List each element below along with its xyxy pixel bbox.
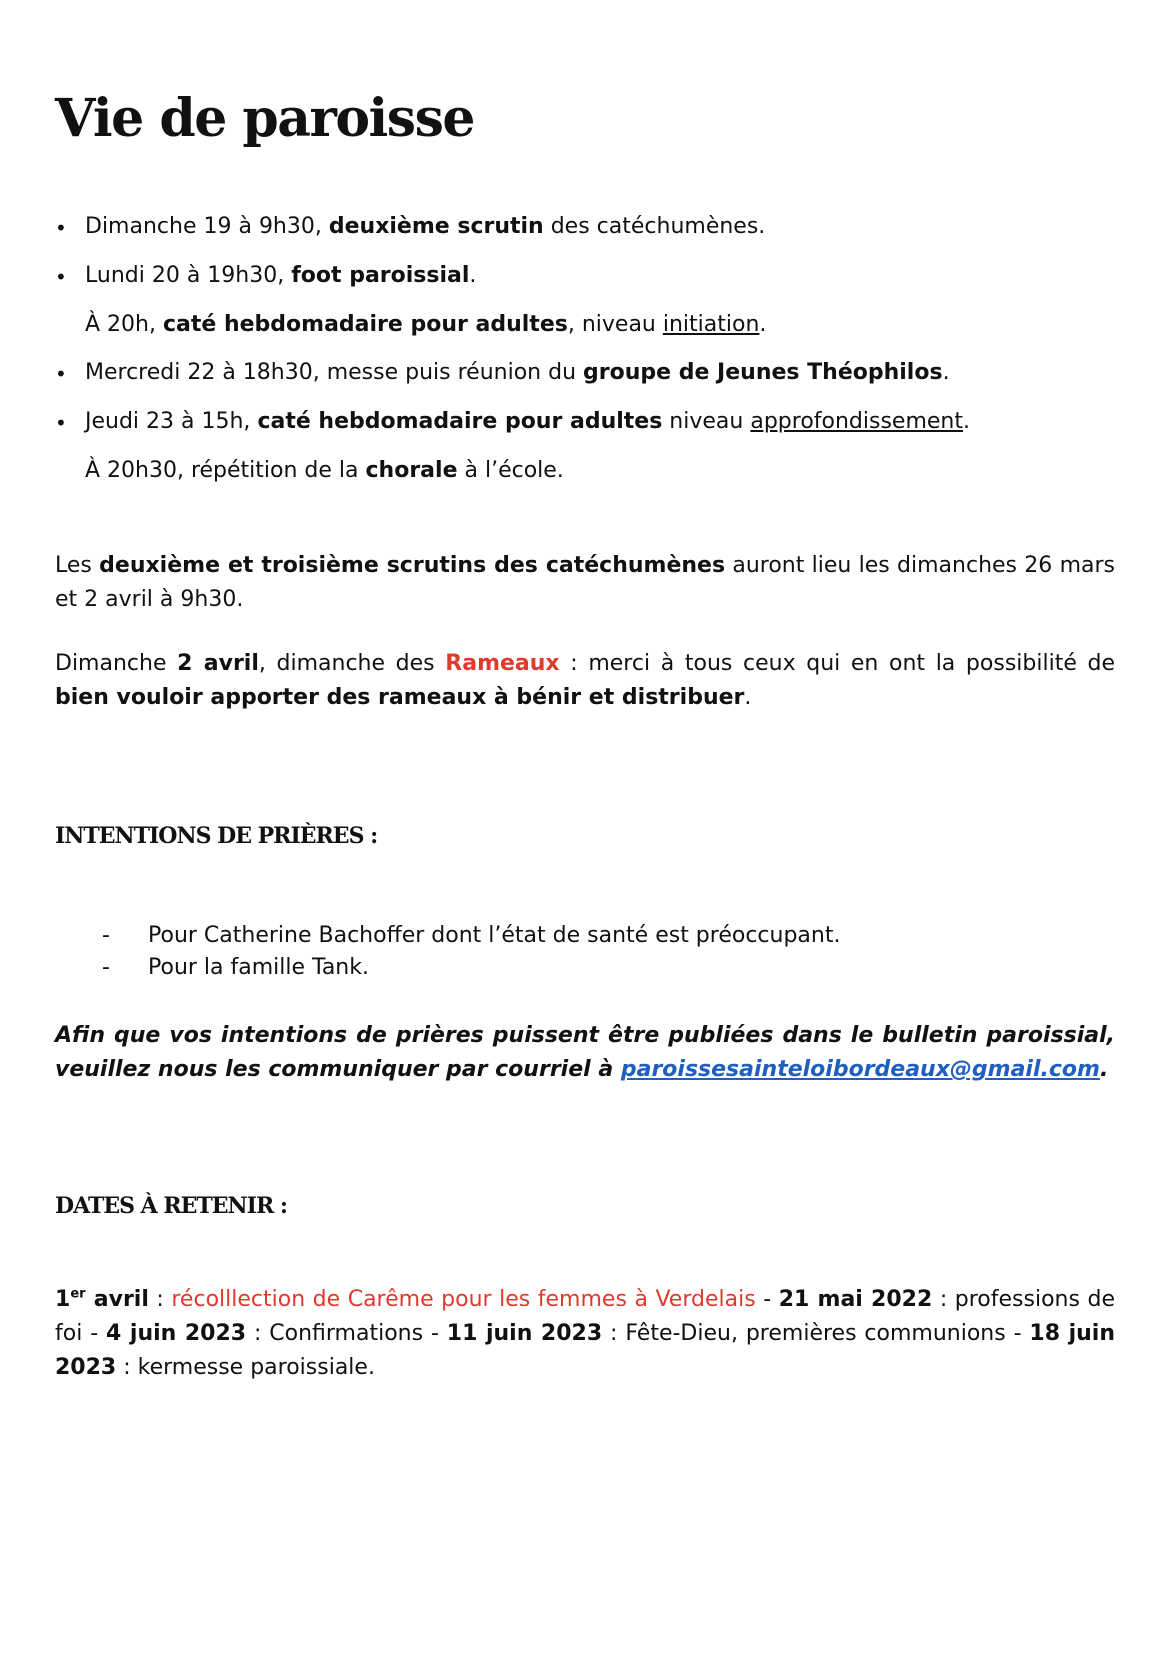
schedule-item-4: Jeudi 23 à 15h, caté hebdomadaire pour adultes niveau approfondissement. bbox=[85, 409, 970, 434]
intentions-heading: INTENTIONS DE PRIÈRES : bbox=[55, 823, 378, 849]
dash-2: - bbox=[102, 955, 110, 980]
dates-paragraph: 1er avril : récolllection de Carême pour les femmes à Verdelais - 21 mai 2022 : professions de foi - 4 juin 2023 : Confirmations - 11 juin 2023 : Fête-Dieu, premières communions - 18 juin 2023 : kermesse paroissiale. bbox=[55, 1286, 1115, 1380]
rameaux-paragraph: Dimanche 2 avril, dimanche des Rameaux : merci à tous ceux qui en ont la possibilité de bien vouloir apporter des rameaux à bénir et distribuer. bbox=[55, 651, 1116, 710]
intention-item: Pour Catherine Bachoffer dont l’état de santé est préoccupant. bbox=[148, 923, 841, 948]
intention-item: Pour la famille Tank. bbox=[148, 955, 369, 980]
bullet-1: • bbox=[55, 216, 67, 240]
schedule-item-4b: À 20h30, répétition de la chorale à l’école. bbox=[85, 458, 564, 483]
scrutins-paragraph: Les deuxième et troisième scrutins des catéchumènes auront lieu les dimanches 26 mars et 2 avril à 9h30. bbox=[55, 553, 1115, 612]
email-link[interactable]: paroissesainteloibordeaux@gmail.com bbox=[620, 1057, 1100, 1082]
schedule-item-3: Mercredi 22 à 18h30, messe puis réunion du groupe de Jeunes Théophilos. bbox=[85, 360, 950, 385]
dash-1: - bbox=[102, 923, 110, 948]
intentions-notice: Afin que vos intentions de prières puissent être publiées dans le bulletin paroissial, veuillez nous les communiquer par courriel à paroissesainteloibordeaux@gmail.com. bbox=[55, 1023, 1115, 1082]
bullet-3: • bbox=[55, 362, 67, 386]
page-title: Vie de paroisse bbox=[55, 88, 474, 149]
schedule-item-2b: À 20h, caté hebdomadaire pour adultes, niveau initiation. bbox=[85, 312, 767, 337]
schedule-item-1: Dimanche 19 à 9h30, deuxième scrutin des catéchumènes. bbox=[85, 214, 766, 239]
bullet-2: • bbox=[55, 265, 67, 289]
dates-heading: DATES À RETENIR : bbox=[55, 1193, 288, 1219]
schedule-item-2: Lundi 20 à 19h30, foot paroissial. bbox=[85, 263, 477, 288]
bullet-4: • bbox=[55, 411, 67, 435]
